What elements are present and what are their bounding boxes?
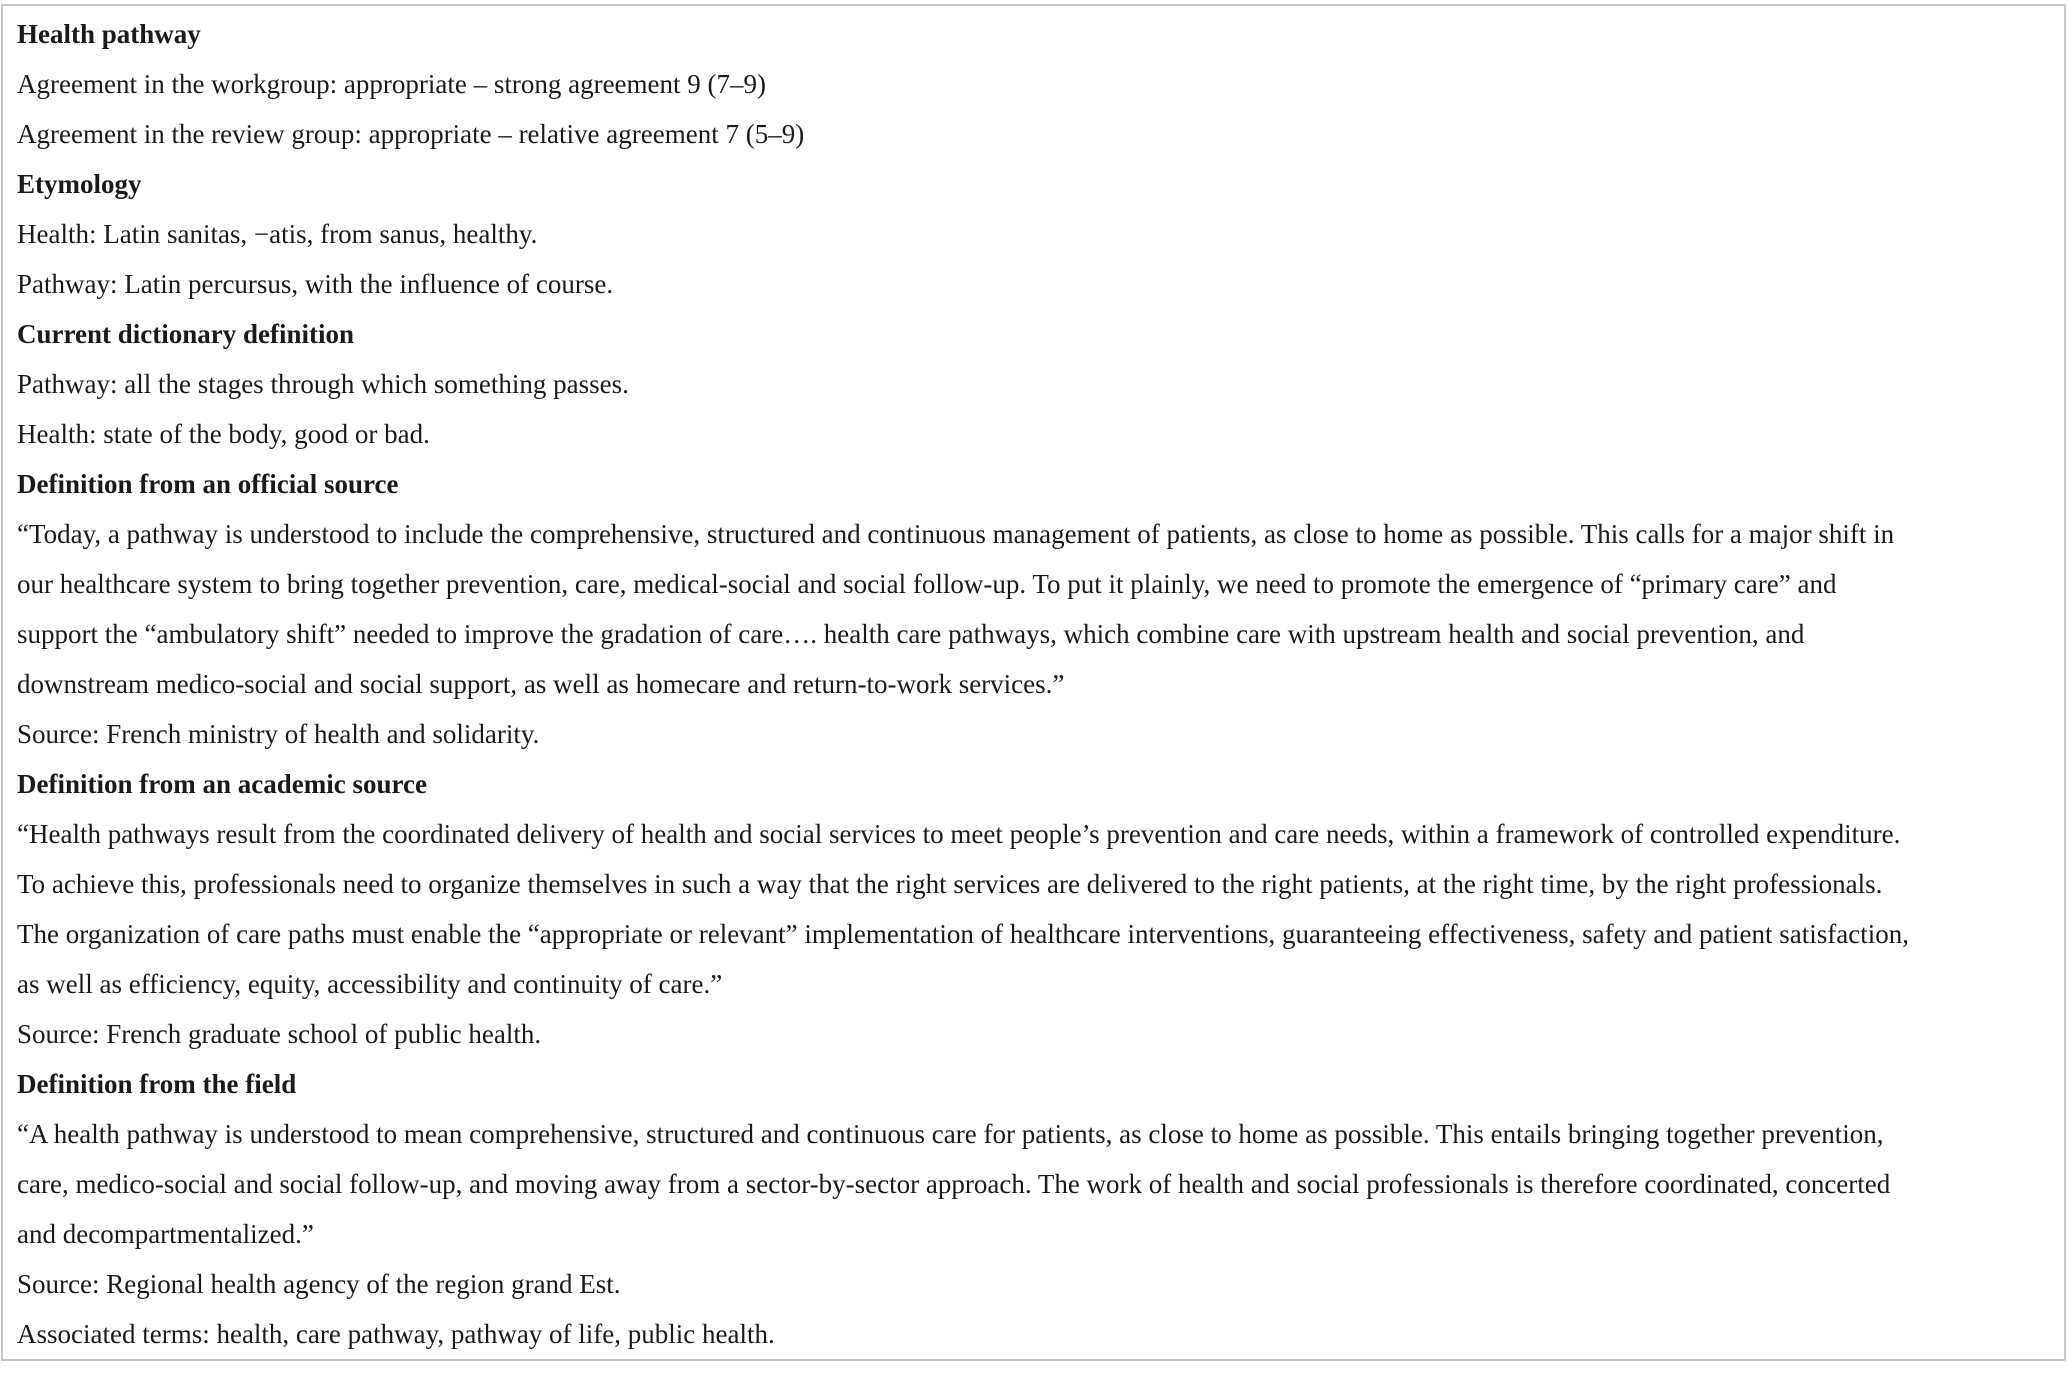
- official-source-citation: Source: French ministry of health and solidarity.: [17, 719, 540, 749]
- official-definition-line: support the “ambulatory shift” needed to improve the gradation of care…. health care pathways, which combine care with upstream health and social prevention, and: [17, 619, 1805, 649]
- heading-health-pathway: Health pathway: [17, 19, 201, 49]
- etymology-pathway: Pathway: Latin percursus, with the influence of course.: [17, 269, 614, 299]
- academic-definition-line: “Health pathways result from the coordinated delivery of health and social services to meet people’s prevention and care needs, within a framework of controlled expenditure.: [17, 819, 1901, 849]
- dictionary-pathway: Pathway: all the stages through which something passes.: [17, 369, 629, 399]
- official-definition-line: downstream medico-social and social support, as well as homecare and return-to-work services.”: [17, 669, 1065, 699]
- academic-source-citation: Source: French graduate school of public health.: [17, 1019, 542, 1049]
- heading-field-definition: Definition from the field: [17, 1069, 297, 1099]
- official-definition-line: our healthcare system to bring together prevention, care, medical-social and social follow-up. To put it plainly, we need to promote the emergence of “primary care” and: [17, 569, 1837, 599]
- dictionary-health: Health: state of the body, good or bad.: [17, 419, 430, 449]
- academic-definition-line: The organization of care paths must enable the “appropriate or relevant” implementation of healthcare interventions, guaranteeing effectiveness, safety and patient satisfaction,: [17, 919, 1909, 949]
- field-definition-line: “A health pathway is understood to mean comprehensive, structured and continuous care for patients, as close to home as possible. This entails bringing together prevention,: [17, 1119, 1884, 1149]
- official-definition-line: “Today, a pathway is understood to include the comprehensive, structured and continuous management of patients, as close to home as possible. This calls for a major shift in: [17, 519, 1895, 549]
- workgroup-agreement: Agreement in the workgroup: appropriate – strong agreement 9 (7–9): [17, 69, 767, 99]
- heading-academic-source: Definition from an academic source: [17, 769, 427, 799]
- review-group-agreement: Agreement in the review group: appropriate – relative agreement 7 (5–9): [17, 119, 805, 149]
- field-definition-line: care, medico-social and social follow-up, and moving away from a sector-by-sector approach. The work of health and social professionals is therefore coordinated, concerted: [17, 1169, 1891, 1199]
- heading-dictionary-definition: Current dictionary definition: [17, 319, 354, 349]
- associated-terms: Associated terms: health, care pathway, pathway of life, public health.: [17, 1319, 775, 1349]
- field-source-citation: Source: Regional health agency of the region grand Est.: [17, 1269, 621, 1299]
- field-definition-line: and decompartmentalized.”: [17, 1219, 314, 1249]
- academic-definition-line: as well as efficiency, equity, accessibility and continuity of care.”: [17, 969, 723, 999]
- etymology-health: Health: Latin sanitas, −atis, from sanus, healthy.: [17, 219, 538, 249]
- academic-definition-line: To achieve this, professionals need to organize themselves in such a way that the right services are delivered to the right patients, at the right time, by the right professionals.: [17, 869, 1883, 899]
- heading-etymology: Etymology: [17, 169, 142, 199]
- heading-official-source: Definition from an official source: [17, 469, 399, 499]
